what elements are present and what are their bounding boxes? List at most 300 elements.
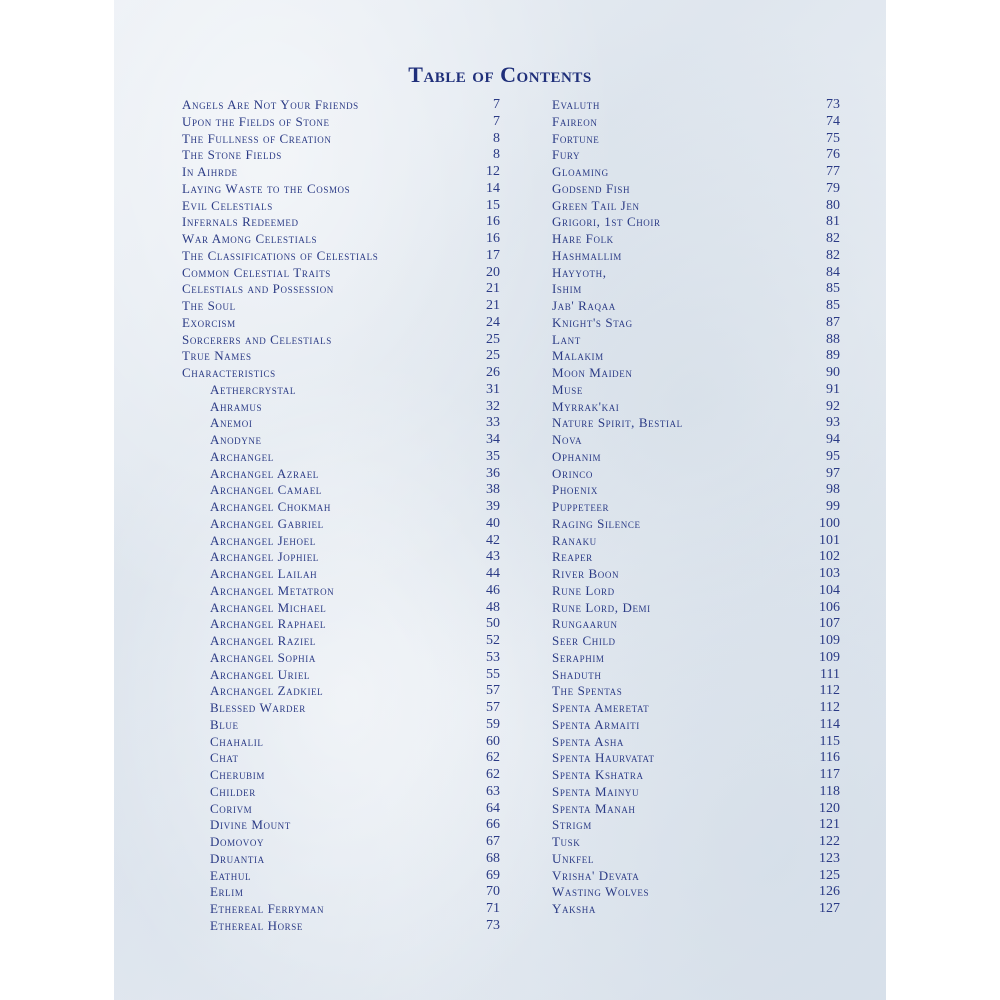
toc-entry-page-number: 120 <box>819 800 840 816</box>
toc-entry-title: Fury <box>552 147 581 163</box>
toc-entry <box>552 499 840 516</box>
toc-entry-page-number: 107 <box>819 616 840 632</box>
toc-entry-title: Knight's Stag <box>552 314 633 330</box>
toc-entry <box>182 600 500 617</box>
toc-entry-title: Archangel <box>210 448 274 464</box>
toc-entry-page-number: 44 <box>486 566 500 581</box>
toc-entry <box>552 365 840 382</box>
toc-entry-page-number: 39 <box>486 499 500 514</box>
toc-entry-title: Grigori, 1st Choir <box>552 214 661 230</box>
toc-entry-page-number: 55 <box>486 666 500 682</box>
toc-entry-page-number: 32 <box>486 398 500 414</box>
toc-entry <box>552 616 840 633</box>
toc-entry-page-number: 63 <box>486 783 500 799</box>
toc-entry <box>552 683 840 700</box>
toc-entry-title: Gloaming <box>552 164 609 179</box>
toc-entry-title: Orinco <box>552 465 593 481</box>
toc-entry-title: Divine Mount <box>210 817 291 833</box>
toc-entry-page-number: 115 <box>819 733 840 749</box>
toc-entry <box>182 164 500 181</box>
toc-entry <box>182 549 500 566</box>
toc-entry-page-number: 125 <box>819 867 840 883</box>
toc-entry <box>182 281 500 298</box>
toc-entry <box>182 801 500 818</box>
toc-entry <box>552 784 840 801</box>
toc-entry <box>182 817 500 834</box>
toc-entry <box>552 315 840 332</box>
toc-entry <box>552 817 840 834</box>
toc-entry-page-number: 94 <box>826 432 840 447</box>
toc-entry-page-number: 7 <box>493 97 500 112</box>
toc-entry-title: Ishim <box>552 281 582 297</box>
toc-entry-title: Upon the Fields of Stone <box>182 113 330 129</box>
toc-entry-title: Spenta Armaiti <box>552 716 640 732</box>
toc-entry <box>182 332 500 349</box>
toc-entry-title: Blue <box>210 716 239 732</box>
toc-entry-title: Eathul <box>210 867 252 883</box>
toc-entry <box>182 750 500 767</box>
toc-entry-page-number: 64 <box>486 800 500 816</box>
toc-entry-title: Chahalil <box>210 733 264 749</box>
toc-entry-title: Archangel Chokmah <box>210 499 332 514</box>
toc-entry-title: Celestials and Possession <box>182 281 334 297</box>
toc-entry <box>182 516 500 533</box>
toc-entry-page-number: 76 <box>826 147 840 163</box>
toc-entry <box>552 131 840 148</box>
toc-entry-page-number: 92 <box>826 398 840 414</box>
toc-entry-title: Erlim <box>210 884 244 900</box>
toc-entry-title: Angels Are Not Your Friends <box>182 97 359 112</box>
toc-entry <box>182 298 500 315</box>
toc-entry <box>552 348 840 365</box>
toc-entry-page-number: 68 <box>486 850 500 866</box>
toc-entry <box>182 449 500 466</box>
toc-entry-page-number: 62 <box>486 750 500 766</box>
toc-entry-page-number: 111 <box>820 666 840 682</box>
toc-entry-page-number: 103 <box>819 566 840 581</box>
toc-entry-title: Ethereal Ferryman <box>210 901 325 916</box>
toc-entry <box>182 415 500 432</box>
toc-entry-page-number: 7 <box>493 113 500 129</box>
toc-entry <box>552 147 840 164</box>
toc-entry <box>182 868 500 885</box>
toc-entry-title: Cherubim <box>210 767 265 782</box>
toc-entry-page-number: 42 <box>486 532 500 548</box>
toc-entry-title: Faireon <box>552 113 598 129</box>
toc-entry-page-number: 93 <box>826 415 840 431</box>
toc-entry-title: Muse <box>552 381 583 397</box>
toc-entry <box>182 382 500 399</box>
toc-entry <box>182 884 500 901</box>
toc-entry-page-number: 38 <box>486 482 500 498</box>
toc-entry-title: Infernals Redeemed <box>182 214 299 230</box>
toc-entry-page-number: 90 <box>826 365 840 380</box>
toc-entry <box>552 181 840 198</box>
toc-entry <box>182 734 500 751</box>
toc-entry <box>552 834 840 851</box>
toc-entry-page-number: 73 <box>486 917 500 933</box>
toc-entry-title: Strigm <box>552 817 592 833</box>
toc-entry <box>182 181 500 198</box>
toc-entry <box>182 131 500 148</box>
toc-entry <box>552 700 840 717</box>
toc-entry-title: Domovoy <box>210 834 265 849</box>
toc-entry-page-number: 73 <box>826 97 840 112</box>
toc-entry <box>182 717 500 734</box>
toc-entry <box>552 231 840 248</box>
toc-entry <box>552 214 840 231</box>
toc-entry <box>182 399 500 416</box>
toc-entry-page-number: 117 <box>819 767 840 782</box>
toc-entry-title: Evil Celestials <box>182 197 273 213</box>
toc-entry-page-number: 114 <box>819 716 840 732</box>
toc-entry-title: Characteristics <box>182 365 276 380</box>
toc-entry-title: Childer <box>210 783 256 799</box>
toc-right-column <box>552 97 840 918</box>
toc-entry-title: Common Celestial Traits <box>182 264 331 280</box>
toc-entry-title: Archangel Uriel <box>210 666 311 682</box>
toc-entry-title: The Stone Fields <box>182 147 282 163</box>
page-title: Table of Contents <box>408 62 592 87</box>
toc-entry <box>182 667 500 684</box>
toc-entry-title: Lant <box>552 331 581 347</box>
toc-entry-page-number: 116 <box>819 750 840 766</box>
toc-entry-page-number: 79 <box>826 180 840 196</box>
toc-entry-title: Archangel Azrael <box>210 465 319 481</box>
toc-entry-title: Archangel Michael <box>210 599 327 615</box>
toc-entry-title: Anodyne <box>210 432 262 447</box>
toc-entry <box>552 248 840 265</box>
toc-entry-title: Nature Spirit, Bestial <box>552 415 683 431</box>
toc-entry-title: Sorcerers and Celestials <box>182 331 332 347</box>
toc-entry <box>552 482 840 499</box>
toc-entry <box>552 633 840 650</box>
toc-entry <box>182 466 500 483</box>
toc-entry-page-number: 122 <box>819 834 840 849</box>
toc-entry <box>182 583 500 600</box>
toc-entry-title: Wasting Wolves <box>552 884 650 900</box>
toc-entry <box>182 700 500 717</box>
toc-entry-title: Spenta Kshatra <box>552 767 644 782</box>
toc-entry <box>182 851 500 868</box>
toc-entry-title: Druantia <box>210 850 265 866</box>
toc-entry-page-number: 16 <box>486 231 500 246</box>
toc-entry-title: Moon Maiden <box>552 365 633 380</box>
toc-entry-title: Aethercrystal <box>210 381 296 397</box>
toc-entry-page-number: 80 <box>826 197 840 213</box>
toc-entry-page-number: 25 <box>486 348 500 364</box>
toc-entry-title: Archangel Raphael <box>210 616 327 632</box>
toc-entry-page-number: 25 <box>486 331 500 347</box>
toc-entry-page-number: 66 <box>486 817 500 833</box>
toc-entry <box>552 549 840 566</box>
toc-entry <box>552 533 840 550</box>
toc-entry-title: Chat <box>210 750 239 766</box>
toc-entry-title: Archangel Lailah <box>210 566 318 581</box>
toc-entry <box>552 851 840 868</box>
toc-entry <box>182 901 500 918</box>
toc-entry-page-number: 127 <box>819 901 840 916</box>
toc-entry-page-number: 89 <box>826 348 840 364</box>
toc-entry-title: Spenta Haurvatat <box>552 750 655 766</box>
toc-entry <box>552 449 840 466</box>
toc-entry-title: Hashmallim <box>552 247 622 263</box>
toc-entry-title: Green Tail Jen <box>552 197 640 213</box>
toc-entry-page-number: 106 <box>819 599 840 615</box>
toc-entry-page-number: 75 <box>826 130 840 146</box>
toc-entry-page-number: 62 <box>486 767 500 782</box>
toc-entry <box>552 667 840 684</box>
toc-entry-page-number: 95 <box>826 448 840 464</box>
toc-entry-title: The Soul <box>182 298 236 313</box>
toc-entry <box>552 516 840 533</box>
toc-entry-title: Hare Folk <box>552 231 614 246</box>
toc-entry-page-number: 36 <box>486 465 500 481</box>
toc-entry-title: Ophanim <box>552 448 602 464</box>
toc-entry <box>182 198 500 215</box>
toc-entry-title: Archangel Sophia <box>210 649 316 665</box>
toc-entry-page-number: 59 <box>486 716 500 732</box>
toc-entry-page-number: 85 <box>826 298 840 313</box>
toc-entry <box>182 784 500 801</box>
toc-entry-title: True Names <box>182 348 252 364</box>
toc-entry <box>182 114 500 131</box>
toc-entry-title: Seraphim <box>552 649 605 665</box>
toc-entry-page-number: 85 <box>826 281 840 297</box>
toc-entry-page-number: 69 <box>486 867 500 883</box>
toc-entry-title: Spenta Ameretat <box>552 700 650 715</box>
toc-entry-page-number: 81 <box>826 214 840 230</box>
toc-entry-title: Puppeteer <box>552 499 610 514</box>
toc-entry-title: Phoenix <box>552 482 598 498</box>
toc-entry <box>182 248 500 265</box>
toc-entry-page-number: 35 <box>486 448 500 464</box>
toc-entry <box>182 566 500 583</box>
toc-entry <box>552 750 840 767</box>
toc-entry <box>182 633 500 650</box>
toc-entry-title: Blessed Warder <box>210 700 306 715</box>
toc-entry <box>182 834 500 851</box>
toc-entry <box>552 281 840 298</box>
toc-entry <box>182 918 500 935</box>
toc-entry-title: Ahramus <box>210 398 263 414</box>
toc-entry-title: Hayyoth, <box>552 264 607 280</box>
toc-entry <box>552 767 840 784</box>
toc-entry-title: Corivm <box>210 800 253 816</box>
toc-entry-title: War Among Celestials <box>182 231 318 246</box>
toc-entry-page-number: 121 <box>819 817 840 833</box>
toc-entry <box>552 868 840 885</box>
toc-entry <box>182 265 500 282</box>
toc-entry-page-number: 43 <box>486 549 500 565</box>
toc-entry-title: The Classifications of Celestials <box>182 247 379 263</box>
toc-entry <box>182 767 500 784</box>
toc-entry-page-number: 77 <box>826 164 840 179</box>
toc-entry-page-number: 60 <box>486 733 500 749</box>
toc-entry-title: Anemoi <box>210 415 253 431</box>
toc-entry <box>552 382 840 399</box>
toc-entry <box>552 466 840 483</box>
toc-entry <box>552 332 840 349</box>
toc-entry-page-number: 109 <box>819 649 840 665</box>
toc-entry-page-number: 46 <box>486 582 500 598</box>
toc-entry-title: Spenta Mainyu <box>552 783 640 799</box>
toc-entry <box>182 499 500 516</box>
toc-entry-page-number: 48 <box>486 599 500 615</box>
toc-entry-title: Spenta Manah <box>552 800 636 816</box>
toc-entry-page-number: 118 <box>819 783 840 799</box>
toc-entry <box>182 650 500 667</box>
toc-entry <box>552 265 840 282</box>
document-page <box>114 0 886 1000</box>
toc-entry <box>552 432 840 449</box>
toc-entry <box>182 147 500 164</box>
toc-entry-title: Archangel Camael <box>210 482 322 498</box>
toc-entry-page-number: 21 <box>486 281 500 297</box>
toc-entry <box>182 616 500 633</box>
toc-entry <box>552 97 840 114</box>
toc-entry-title: Ranaku <box>552 532 597 548</box>
toc-entry-page-number: 15 <box>486 197 500 213</box>
toc-entry-title: Raging Silence <box>552 515 641 531</box>
toc-entry <box>182 348 500 365</box>
toc-entry <box>182 315 500 332</box>
toc-entry-page-number: 112 <box>819 700 840 715</box>
toc-entry-page-number: 57 <box>486 683 500 699</box>
toc-entry <box>552 164 840 181</box>
toc-entry-title: Evaluth <box>552 97 600 112</box>
toc-entry-title: Fortune <box>552 130 600 146</box>
toc-entry-page-number: 112 <box>819 683 840 699</box>
toc-entry <box>552 901 840 918</box>
toc-entry-title: Myrrak'kai <box>552 398 620 414</box>
toc-entry-page-number: 74 <box>826 113 840 129</box>
toc-entry <box>552 198 840 215</box>
toc-entry-title: Archangel Raziel <box>210 633 316 648</box>
toc-entry <box>552 801 840 818</box>
toc-entry-page-number: 82 <box>826 231 840 246</box>
toc-entry <box>552 884 840 901</box>
toc-entry-title: Archangel Jehoel <box>210 532 316 548</box>
toc-entry-title: Tusk <box>552 834 581 849</box>
toc-entry <box>552 415 840 432</box>
toc-entry-page-number: 12 <box>486 164 500 179</box>
toc-entry-page-number: 102 <box>819 549 840 565</box>
toc-entry <box>552 650 840 667</box>
toc-entry-page-number: 26 <box>486 365 500 380</box>
toc-entry-page-number: 67 <box>486 834 500 849</box>
toc-entry-page-number: 40 <box>486 515 500 531</box>
toc-entry <box>182 231 500 248</box>
toc-entry-title: Shaduth <box>552 666 602 682</box>
toc-entry-title: Yaksha <box>552 901 596 916</box>
toc-entry <box>182 432 500 449</box>
toc-entry-page-number: 20 <box>486 264 500 280</box>
toc-entry-page-number: 21 <box>486 298 500 313</box>
toc-entry <box>182 97 500 114</box>
toc-entry-page-number: 34 <box>486 432 500 447</box>
toc-entry-page-number: 100 <box>819 515 840 531</box>
toc-entry-page-number: 24 <box>486 314 500 330</box>
toc-entry-title: The Fullness of Creation <box>182 130 332 146</box>
toc-entry-title: Malakim <box>552 348 604 364</box>
toc-entry-page-number: 71 <box>486 901 500 916</box>
toc-left-column <box>182 97 500 935</box>
toc-entry-page-number: 104 <box>819 582 840 598</box>
toc-entry-page-number: 91 <box>826 381 840 397</box>
toc-entry <box>552 734 840 751</box>
toc-entry-title: River Boon <box>552 566 620 581</box>
toc-entry-title: Ethereal Horse <box>210 917 303 933</box>
toc-entry-title: Exorcism <box>182 314 236 330</box>
toc-entry-page-number: 82 <box>826 247 840 263</box>
toc-entry-title: Reaper <box>552 549 593 565</box>
toc-entry-title: Unkfel <box>552 850 594 866</box>
toc-entry-title: Seer Child <box>552 633 616 648</box>
toc-entry-page-number: 126 <box>819 884 840 900</box>
toc-entry-title: Archangel Gabriel <box>210 515 324 531</box>
toc-entry <box>552 566 840 583</box>
toc-entry <box>552 114 840 131</box>
toc-entry-page-number: 97 <box>826 465 840 481</box>
toc-entry-page-number: 84 <box>826 264 840 280</box>
toc-entry-title: Spenta Asha <box>552 733 625 749</box>
toc-entry-title: In Aihrde <box>182 164 238 179</box>
toc-entry-page-number: 14 <box>486 180 500 196</box>
toc-entry-page-number: 123 <box>819 850 840 866</box>
toc-entry <box>182 365 500 382</box>
toc-entry-page-number: 53 <box>486 649 500 665</box>
toc-entry <box>182 683 500 700</box>
toc-entry-title: Nova <box>552 432 583 447</box>
toc-entry-page-number: 101 <box>819 532 840 548</box>
toc-entry-page-number: 8 <box>493 130 500 146</box>
toc-entry-page-number: 8 <box>493 147 500 163</box>
toc-entry-page-number: 88 <box>826 331 840 347</box>
toc-entry <box>182 482 500 499</box>
toc-entry-title: Rune Lord <box>552 582 615 598</box>
toc-entry-page-number: 57 <box>486 700 500 715</box>
toc-entry-page-number: 98 <box>826 482 840 498</box>
toc-entry-page-number: 33 <box>486 415 500 431</box>
toc-entry <box>182 533 500 550</box>
toc-entry-title: Archangel Jophiel <box>210 549 319 565</box>
toc-entry <box>552 600 840 617</box>
toc-entry <box>552 583 840 600</box>
toc-entry-title: Rungaarun <box>552 616 618 632</box>
toc-entry-page-number: 16 <box>486 214 500 230</box>
toc-entry-page-number: 109 <box>819 633 840 648</box>
toc-entry-title: Jab' Raqaa <box>552 298 616 313</box>
toc-entry-title: Archangel Metatron <box>210 582 335 598</box>
toc-entry <box>552 717 840 734</box>
toc-entry-title: Godsend Fish <box>552 180 631 196</box>
toc-entry-page-number: 99 <box>826 499 840 514</box>
toc-entry-page-number: 70 <box>486 884 500 900</box>
toc-entry-title: Vrisha' Devata <box>552 867 640 883</box>
toc-entry-page-number: 31 <box>486 381 500 397</box>
toc-entry-page-number: 17 <box>486 247 500 263</box>
toc-entry <box>552 399 840 416</box>
toc-entry-title: The Spentas <box>552 683 623 699</box>
toc-entry-page-number: 87 <box>826 314 840 330</box>
toc-entry-title: Archangel Zadkiel <box>210 683 324 699</box>
toc-entry <box>552 298 840 315</box>
toc-entry-page-number: 50 <box>486 616 500 632</box>
toc-entry-title: Rune Lord, Demi <box>552 599 651 615</box>
toc-entry-title: Laying Waste to the Cosmos <box>182 180 351 196</box>
toc-entry-page-number: 52 <box>486 633 500 648</box>
